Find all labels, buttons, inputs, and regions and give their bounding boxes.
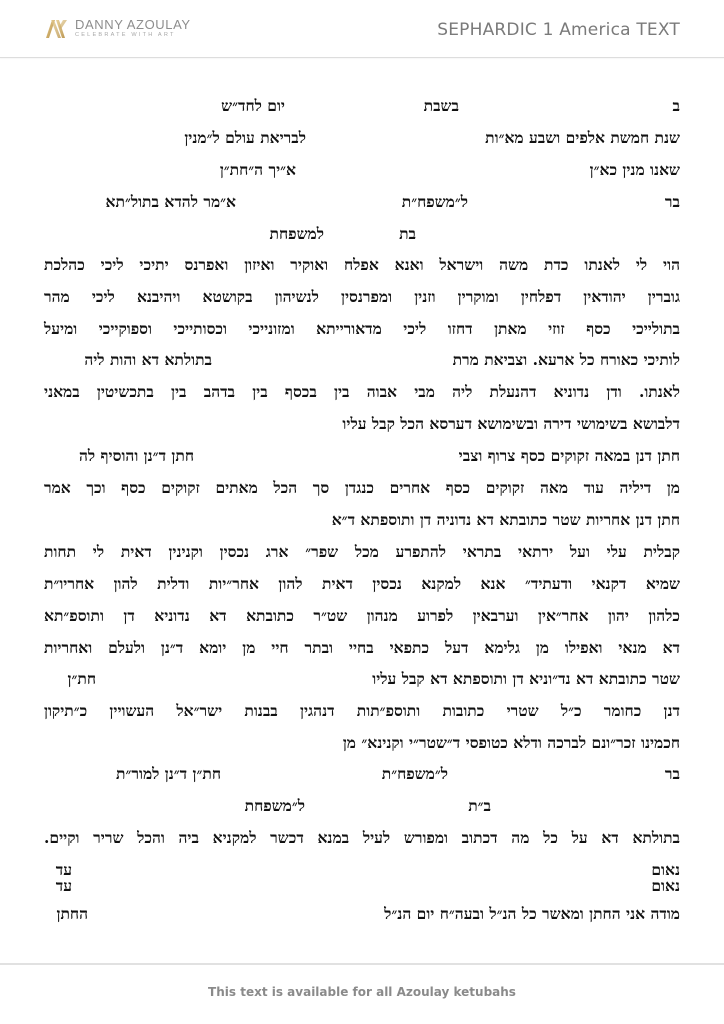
ketubah-line-11-left: חתן ד״נן והוסיף לה bbox=[78, 446, 194, 465]
ketubah-line-18-left: חת״ן bbox=[67, 669, 96, 688]
ketubah-line-24-right: נאום bbox=[651, 860, 680, 879]
ketubah-line-8-right: לותיכי כאורח כל ארעא. וצביאת מרת bbox=[452, 350, 680, 369]
brand-tagline: CELEBRATE WITH ART bbox=[75, 31, 176, 38]
ketubah-line-0-mid: בשבת bbox=[423, 96, 459, 115]
ketubah-line-21-mid: ל״משפח״ת bbox=[381, 764, 448, 783]
brand-name: DANNY AZOULAY bbox=[75, 16, 191, 32]
ketubah-line-3-left: א״מר להדא בתול״תא bbox=[105, 192, 236, 211]
ketubah-line-4-right: בת bbox=[399, 224, 416, 243]
ketubah-line-16: כלהון יהון אחר״אין וערבאין לפרוע מנהון שט״ר כתובתא דא נדוניא דן ותוספ״תא bbox=[44, 606, 680, 625]
ketubah-line-12: מן דיליה עוד מאה זקוקים כסף אחרים כנגדן סך הכל מאתים זקוקים כסף וכך אמר bbox=[44, 478, 680, 497]
ketubah-line-14: קבלית עלי ועל ירתאי בתראי להתפרע מכל שפר״ ארג נכסין וקנינין דאית לי תחות bbox=[44, 542, 680, 561]
page-title: SEPHARDIC 1 America TEXT bbox=[437, 20, 680, 40]
ketubah-line-22-right: ב״ת bbox=[468, 796, 491, 815]
availability-note: This text is available for all Azoulay ketubahs bbox=[208, 985, 516, 999]
ketubah-line-3-mid: ל״משפח״ת bbox=[401, 192, 468, 211]
ketubah-line-0-left: יום לחד״ש bbox=[221, 96, 285, 115]
ketubah-line-10: דלבושא בשימושי דירה ובשימושא דערסא הכל קבל עליו bbox=[342, 414, 680, 433]
ketubah-line-6: גוברין יהודאין דפלחין ומוקרין וזנין ומפרנסין לנשיהון בקושטא ויהיבנא ליכי מהר bbox=[44, 287, 680, 306]
ketubah-line-21-right: בר bbox=[664, 764, 680, 783]
ketubah-line-25-right: נאום bbox=[651, 876, 680, 895]
ketubah-line-26-left: החתן bbox=[56, 904, 88, 923]
ketubah-line-5: הוי לי לאנתו כדת משה וישראל ואנא אפלח ואוקיר ואיזון ואפרנס יתיכי ליכי כהלכת bbox=[44, 255, 680, 274]
ketubah-line-8-left: בתולתא דא והות ליה bbox=[84, 350, 212, 369]
ketubah-line-0-right: ב bbox=[672, 96, 680, 115]
ketubah-line-24-left: עד bbox=[55, 860, 72, 879]
ketubah-line-2-left: א״יך ה״חת״ן bbox=[219, 160, 296, 179]
ketubah-line-3-right: בר bbox=[664, 192, 680, 211]
ketubah-line-26-right: מודה אני החתן ומאשר כל הנ״ל ובעה״ח יום הנ״ל bbox=[384, 904, 680, 923]
ketubah-line-13: חתן דנן אחריות שטר כתובתא דא נדוניה דן ותוספתא ד״א bbox=[331, 510, 680, 529]
ketubah-line-7: בתולייכי כסף זוזי מאתן דחזו ליכי מדאורייתא ומזונייכי וכסותייכי וספוקייכי ומיעל bbox=[44, 319, 680, 338]
ketubah-line-17: דא מנאי ואפילו מן גלימא דעל כתפאי בחיי ובתר חיי מן יומא ד״נן ולעלם ואחריות bbox=[44, 638, 680, 657]
ketubah-line-22-left: ל״משפחת bbox=[244, 796, 305, 815]
ketubah-line-20: חכמינו זכר״ונם לברכה ודלא כטופסי ד״שטר״י וקנינא״ מן bbox=[342, 733, 680, 752]
ketubah-line-18-right: שטר כתובתא דא נד״וניא דן ותוספתא דא קבל עליו bbox=[372, 669, 680, 688]
ketubah-line-1-left: לבריאת עולם ל״מנין bbox=[184, 128, 306, 147]
ketubah-line-23: בתולתא דא על כל מה דכתוב ומפורש לעיל במנא דכשר למקניא ביה והכל שריר וקיים. bbox=[44, 828, 680, 847]
ketubah-line-19: דנן כחומר כ״ל שטרי כתובות ותוספ״תות דנהגין בבנות ישר״אל העשויין כ״תיקון bbox=[44, 701, 680, 720]
ketubah-line-1-right: שנת חמשת אלפים ושבע מא״ות bbox=[485, 128, 680, 147]
ketubah-line-15: שמיא דקנאי ודעתיד״ אנא למקנא נכסין דאית להון אחר״יות ודלית להון אחריו״ת bbox=[44, 574, 680, 593]
ketubah-line-11-right: חתן דנן במאה זקוקים כסף צרוף וצבי bbox=[458, 446, 680, 465]
ketubah-line-4-left: למשפחת bbox=[269, 224, 324, 243]
footer-divider bbox=[0, 963, 724, 965]
ketubah-line-2-right: שאנו מנין כא״ן bbox=[589, 160, 680, 179]
ketubah-line-9: לאנתו. ודן נדוניא דהנעלת ליה מבי אבוה בין בכסף בין בדהב בין בתכשיטין במאני bbox=[44, 382, 680, 401]
ketubah-line-21-left: חת״ן ד״נן למור״ת bbox=[116, 764, 221, 783]
ketubah-line-25-left: עד bbox=[55, 876, 72, 895]
